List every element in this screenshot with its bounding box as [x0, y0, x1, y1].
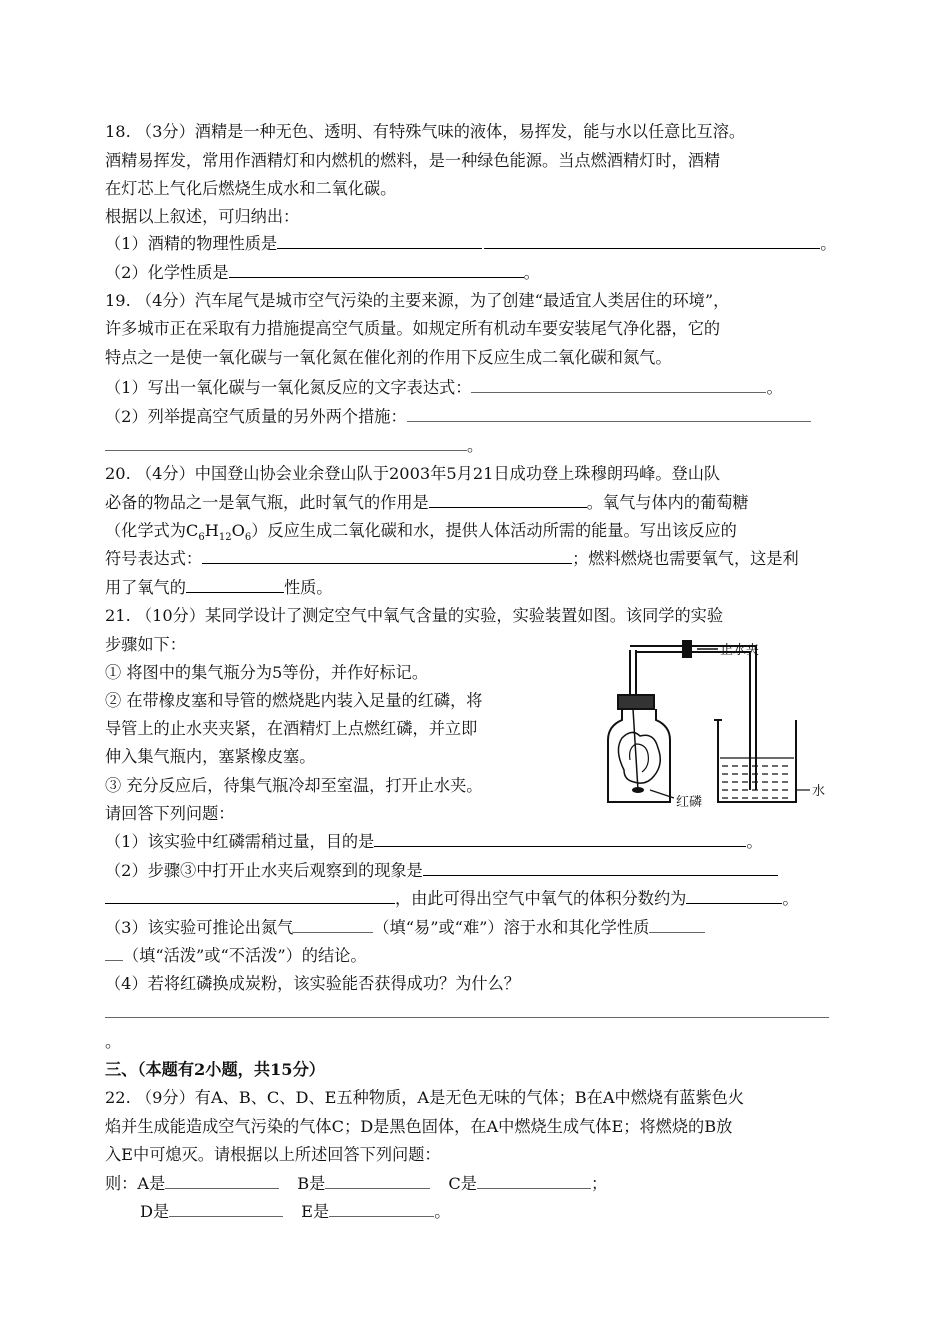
q21-part-1-blank[interactable]: [374, 832, 746, 847]
q21-part-1-end: 。: [746, 832, 763, 851]
q20-line-4-a: 符号表达式：: [105, 549, 203, 568]
q21-step-1: ① 将图中的集气瓶分为5等份，并作好标记。: [105, 663, 429, 682]
q21-ask: 请回答下列问题：: [105, 804, 235, 823]
q21-part-2-text-b: ，由此可得出空气中氧气的体积分数约为: [395, 889, 687, 908]
q20-line-3: [105, 520, 737, 549]
figure-label-phosphorus: 红磷: [676, 795, 703, 810]
q20-line-5-b: 性质。: [283, 578, 333, 597]
q22-label-e: E是: [301, 1202, 330, 1221]
q18-part-2: [105, 262, 540, 284]
q21-part-2-text: （2）步骤③中打开止水夹后观察到的现象是: [105, 861, 423, 880]
q20-line-5: [105, 577, 333, 599]
q20-sub-12: 12: [218, 532, 232, 544]
q21-activity-blank-b[interactable]: [105, 946, 123, 961]
figure-label-water: 水: [812, 784, 826, 799]
q18-part-1-blank-a[interactable]: [277, 234, 482, 249]
q21-step-3: ③ 充分反应后，待集气瓶冷却至室温，打开止水夹。: [105, 776, 483, 795]
q21-part-4-blank[interactable]: [105, 1003, 829, 1018]
q21-part-2-blank-a[interactable]: [423, 861, 778, 876]
q22-label-a: 则：A是: [105, 1174, 166, 1193]
q19-line-1: 19. （4分）汽车尾气是城市空气污染的主要来源，为了创建“最适宜人类居住的环境”，: [105, 291, 730, 310]
q22-blank-d[interactable]: [169, 1202, 283, 1217]
q22-blank-b[interactable]: [325, 1174, 430, 1189]
q19-part-1-blank[interactable]: [471, 378, 766, 393]
q18-part-2-text: （2）化学性质是: [105, 263, 229, 282]
q20-line-3-a: （化学式为C: [105, 521, 199, 540]
q20-property-blank[interactable]: [186, 578, 284, 593]
section-3-heading: 三、（本题有2小题，共15分）: [105, 1060, 325, 1079]
q22-answers-row-1: [105, 1173, 607, 1195]
q19-part-1-text: （1）写出一氧化碳与一氧化氮反应的文字表达式：: [105, 378, 472, 397]
q19-part-2-blank-a[interactable]: [407, 407, 811, 422]
q21-part-3-text-c: （填“活泼”或“不活泼”）的结论。: [123, 946, 367, 965]
q21-oxygen-fraction-blank[interactable]: [686, 889, 782, 904]
q21-part-3-text-a: （3）该实验可推论出氮气: [105, 918, 294, 937]
q18-line-1: 18. （3分）酒精是一种无色、透明、有特殊气味的液体，易挥发，能与水以任意比互溶。: [105, 122, 746, 141]
q20-line-4: [105, 548, 799, 570]
q18-line-4: 根据以上叙述，可归纳出：: [105, 207, 300, 226]
q18-part-1-end: 。: [820, 234, 837, 253]
q21-part-4-end: 。: [105, 1032, 122, 1051]
q21-part-2-blank-b[interactable]: [105, 889, 395, 904]
q18-part-2-end: 。: [523, 263, 540, 282]
q20-o: O: [231, 521, 245, 540]
q18-part-2-blank[interactable]: [229, 263, 524, 278]
q20-oxygen-role-blank[interactable]: [429, 493, 587, 508]
q20-line-2-b: 。氧气与体内的葡萄糖: [586, 493, 749, 512]
q20-line-2: [105, 492, 749, 514]
q22-line-3: 入E中可熄灭。请根据以上所述回答下列问题：: [105, 1145, 441, 1164]
q18-line-2: 酒精易挥发，常用作酒精灯和内燃机的燃料，是一种绿色能源。当点燃酒精灯时，酒精: [105, 151, 721, 170]
q21-part-4: （4）若将红磷换成炭粉，该实验能否获得成功？为什么？: [105, 974, 520, 993]
q21-step-2b: 导管上的止水夹夹紧，在酒精灯上点燃红磷，并立即: [105, 719, 478, 738]
q21-activity-blank-a[interactable]: [649, 918, 705, 933]
q22-semicolon: ；: [590, 1174, 608, 1193]
q19-part-2-end: 。: [467, 436, 484, 455]
q21-line-2: 步骤如下：: [105, 635, 186, 654]
q20-sub-6b: 6: [244, 532, 252, 544]
q21-part-3: [105, 917, 705, 939]
figure-label-clamp: 止水夹: [720, 643, 760, 658]
q21-line-1: 21. （10分）某同学设计了测定空气中氧气含量的实验，实验装置如图。该同学的实验: [105, 606, 724, 625]
q19-line-3: 特点之一是使一氧化碳与一氧化氮在催化剂的作用下反应生成二氧化碳和氮气。: [105, 348, 672, 367]
q18-part-1: [105, 233, 836, 255]
q21-step-2c: 伸入集气瓶内，塞紧橡皮塞。: [105, 747, 316, 766]
q18-part-1-blank-b[interactable]: [484, 234, 820, 249]
q20-line-3-b: ）反应生成二氧化碳和水，提供人体活动所需的能量。写出该反应的: [251, 521, 737, 540]
q19-line-2: 许多城市正在采取有力措施提高空气质量。如规定所有机动车要安装尾气净化器，它的: [105, 319, 721, 338]
q22-end: 。: [434, 1202, 451, 1221]
q21-part-4-answer: [105, 1002, 829, 1024]
q19-part-2-blank-b[interactable]: [105, 436, 467, 451]
q21-part-1: [105, 831, 763, 853]
q22-label-c: C是: [448, 1174, 477, 1193]
q20-sub-6: 6: [198, 532, 205, 544]
q19-part-2-cont: [105, 435, 483, 457]
q22-blank-c[interactable]: [477, 1174, 591, 1189]
q19-part-2-text: （2）列举提高空气质量的另外两个措施：: [105, 407, 407, 426]
q20-line-4-b: ；燃料燃烧也需要氧气，这是利: [572, 549, 799, 568]
q21-part-2-end: 。: [782, 889, 799, 908]
q21-part-3-cont: [105, 945, 367, 967]
q20-h: H: [204, 521, 219, 540]
q21-part-1-text: （1）该实验中红磷需稍过量，目的是: [105, 832, 375, 851]
q21-step-2a: ② 在带橡皮塞和导管的燃烧匙内装入足量的红磷，将: [105, 691, 483, 710]
q18-part-1-text: （1）酒精的物理性质是: [105, 234, 278, 253]
q22-label-b: B是: [297, 1174, 326, 1193]
q21-part-2: [105, 860, 778, 882]
q20-line-2-a: 必备的物品之一是氧气瓶，此时氧气的作用是: [105, 493, 429, 512]
q21-solubility-blank[interactable]: [293, 918, 373, 933]
q19-part-1-end: 。: [766, 378, 783, 397]
q22-line-1: 22. （9分）有A、B、C、D、E五种物质，A是无色无味的气体；B在A中燃烧有蓝紫色火: [105, 1088, 745, 1107]
experiment-apparatus-figure: [600, 640, 840, 810]
q20-line-1: 20. （4分）中国登山协会业余登山队于2003年5月21日成功登上珠穆朗玛峰。登山队: [105, 464, 721, 483]
q21-part-3-text-b: （填“易”或“难”）溶于水和其化学性质: [373, 918, 650, 937]
q22-blank-a[interactable]: [165, 1174, 279, 1189]
q22-label-d: D是: [140, 1202, 170, 1221]
q22-line-2: 焰并生成能造成空气污染的气体C；D是黑色固体，在A中燃烧生成气体E；将燃烧的B放: [105, 1117, 733, 1136]
q19-part-1: [105, 377, 783, 399]
q22-answers-row-2: [140, 1201, 450, 1223]
q20-line-5-a: 用了氧气的: [105, 578, 186, 597]
q20-equation-blank[interactable]: [202, 549, 572, 564]
q19-part-2: [105, 406, 811, 428]
q21-part-2-cont: [105, 888, 799, 910]
q18-line-3: 在灯芯上气化后燃烧生成水和二氧化碳。: [105, 179, 397, 198]
q22-blank-e[interactable]: [329, 1202, 434, 1217]
